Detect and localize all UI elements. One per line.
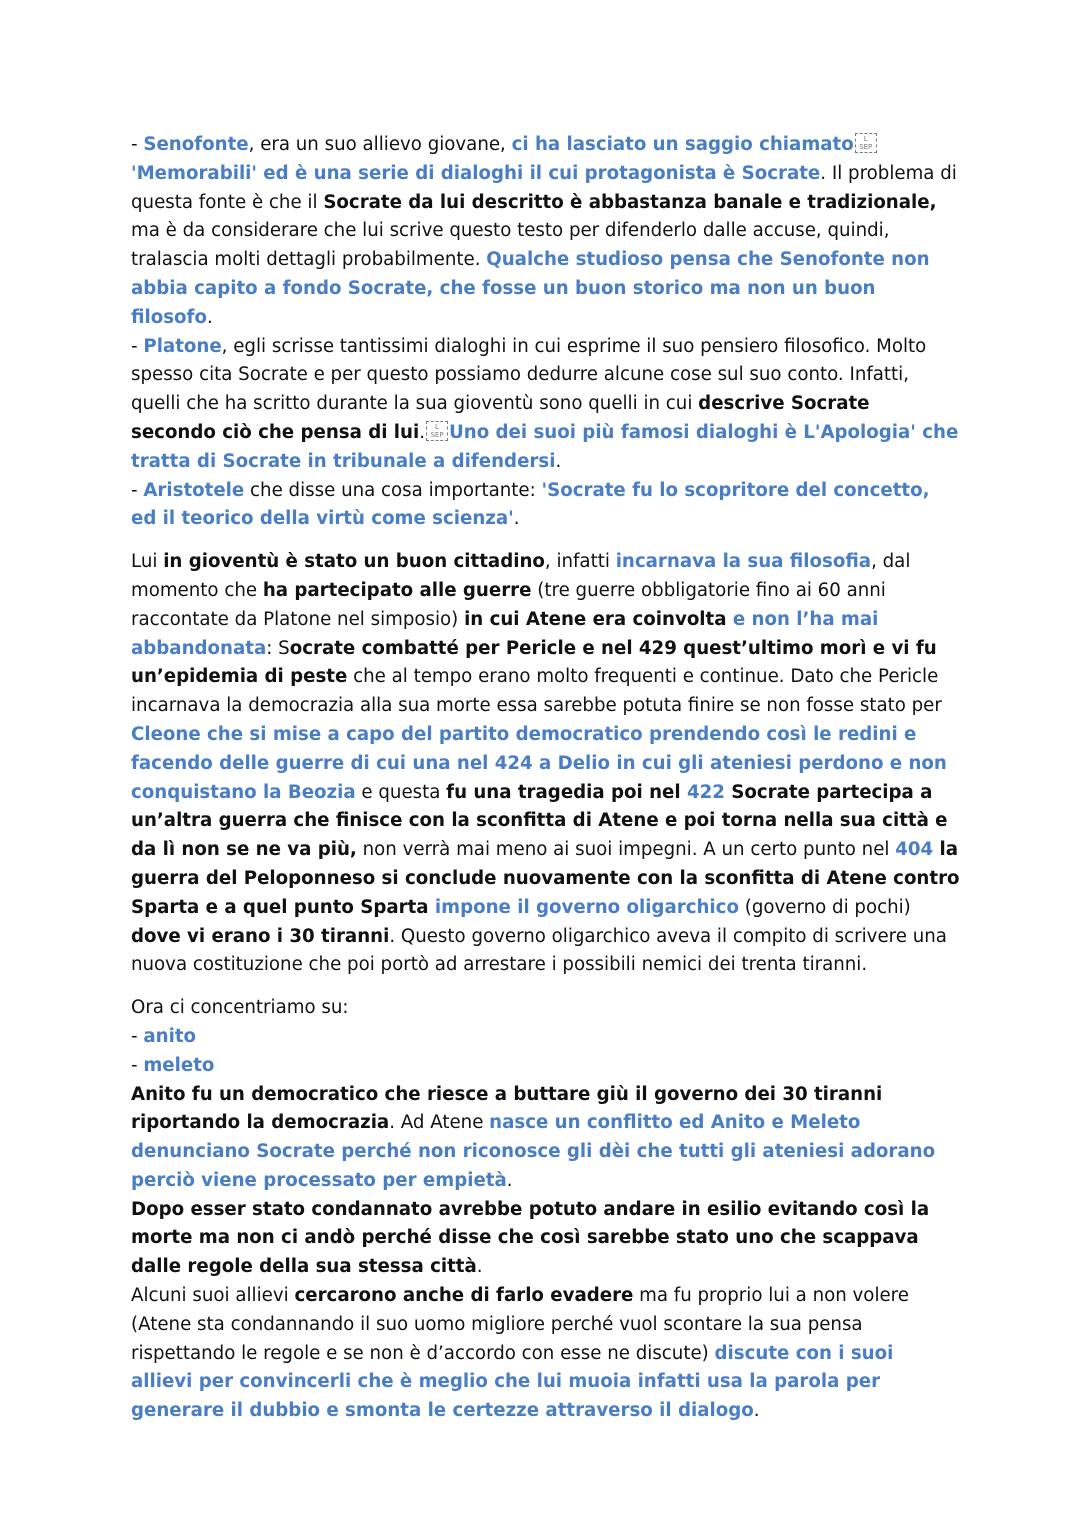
aristotele-paragraph — [131, 477, 960, 535]
allievi-paragraph — [131, 1282, 960, 1426]
senofonte-paragraph — [131, 131, 960, 333]
body-text: . Ad Atene — [389, 1112, 490, 1134]
gioventu-paragraph — [131, 548, 960, 980]
bold-text: fu una tragedia poi nel — [446, 781, 687, 803]
anito-paragraph — [131, 1081, 960, 1196]
body-text: , era un suo allievo giovane, — [248, 134, 512, 155]
body-text: : S — [266, 637, 290, 659]
body-text: - — [131, 134, 144, 155]
body-text: (tre guerre obbligatorie fino ai 60 anni raccontate da Platone nel simposio) — [131, 579, 886, 630]
highlighted-text: 'Memorabili' ed è una serie di dialoghi il cui protagonista è Socrate — [131, 162, 821, 184]
body-text: - — [131, 335, 144, 357]
bold-text: in gioventù è stato un buon cittadino — [163, 551, 545, 573]
platone-paragraph — [131, 333, 960, 477]
highlighted-text: Uno dei suoi più famosi dialoghi è L'Apologia' che tratta di Socrate in tribunale a difendersi — [131, 421, 959, 472]
focus-item-anito — [131, 1023, 960, 1052]
paragraph-gap — [131, 534, 960, 548]
bold-text: cercarono anche di farlo evadere — [294, 1285, 634, 1307]
highlighted-text: 404 — [895, 839, 934, 861]
bold-text: dove vi erano i 30 tiranni — [131, 925, 390, 947]
sep-glyph-top: L — [435, 422, 439, 431]
sep-glyph-bottom: SEP — [859, 143, 873, 151]
body-text: . — [419, 421, 425, 443]
highlighted-text: e non l’ha mai abbandonata — [131, 608, 879, 659]
bold-text: ha partecipato alle guerre — [262, 579, 532, 601]
bold-text: Socrate da lui descritto è abbastanza banale e tradizionale, — [323, 191, 937, 213]
bold-text: Socrate partecipa a un’altra guerra che finisce con la sconfitta di Atene e poi torna nella sua città e da lì non se ne va più, — [131, 781, 948, 861]
bold-text: ocrate combatté per Pericle e nel 429 quest’ultimo morì e vi fu un’epidemia di peste — [131, 637, 937, 688]
body-text: . — [513, 508, 520, 530]
highlighted-text: nasce un conflitto ed Anito e Meleto denunciano Socrate perché non riconosce gli dèi che tutti gli ateniesi adorano perciò viene processato per empietà — [131, 1112, 936, 1191]
body-text: - — [131, 1025, 144, 1047]
highlighted-text: Senofonte — [143, 134, 249, 155]
focus-intro — [131, 994, 960, 1023]
body-text: ma fu proprio lui a non volere (Atene sta condannando il suo uomo migliore perché vuol scontare la sua pensa rispettando le regole e se non è d’accordo con esse ne discute) — [131, 1285, 909, 1364]
body-text: Alcuni suoi allievi — [131, 1285, 295, 1307]
body-text: . — [206, 306, 213, 328]
highlighted-text: Qualche studioso pensa che Senofonte non abbia capito a fondo Socrate, che fosse un buon storico ma non un buon filosofo — [131, 249, 930, 328]
highlighted-text: meleto — [143, 1054, 215, 1076]
highlighted-text: 422 — [686, 781, 725, 803]
body-text: , infatti — [544, 551, 616, 573]
highlighted-text: discute con i suoi allievi per convincerli che è meglio che lui muoia infatti usa la parola per generare il dubbio e smonta le certezze attraverso il dialogo — [131, 1342, 894, 1422]
sep-glyph-bottom: SEP — [430, 430, 444, 439]
condanna-paragraph — [131, 1196, 960, 1282]
sep-glyph-top: L — [863, 135, 868, 143]
highlighted-text: Platone — [143, 335, 222, 357]
paragraph-gap — [131, 980, 960, 994]
highlighted-text: Cleone che si mise a capo del partito democratico prendendo così le redini e facendo delle guerre di cui una nel 424 a Delio in cui gli ateniesi perdono e non conquistano la Beozia — [131, 723, 947, 803]
body-text: (governo di pochi) — [738, 896, 911, 918]
highlighted-text: 'Socrate fu lo scopritore del concetto, ed il teorico della virtù come scienza' — [131, 479, 930, 530]
body-text: . — [476, 1256, 483, 1278]
body-text: . — [506, 1169, 513, 1191]
focus-item-meleto — [131, 1052, 960, 1081]
body-text: . — [753, 1400, 760, 1422]
body-text: ma è da considerare che lui scrive questo testo per difenderlo dalle accuse, quindi, tralascia molti dettagli probabilmente. — [131, 220, 890, 271]
body-text: - — [131, 479, 144, 501]
bold-text: in cui Atene era coinvolta — [464, 608, 727, 630]
body-text: . Il problema di questa fonte è che il — [131, 162, 957, 213]
body-text: . — [555, 450, 562, 472]
body-text: Ora ci concentriamo su: — [131, 997, 349, 1019]
body-text: che al tempo erano molto frequenti e continue. Dato che Pericle incarnava la democrazia alla sua morte essa sarebbe potuta finire se non fosse stato per — [131, 666, 942, 717]
body-text: Lui — [131, 551, 164, 573]
bold-text: Anito fu un democratico che riesce a buttare giù il governo dei 30 tiranni riportando la democrazia — [131, 1083, 883, 1134]
bold-text: la guerra del Peloponneso si conclude nuovamente con la sconfitta di Atene contro Sparta e a quel punto Sparta — [131, 839, 960, 918]
body-text: . Questo governo oligarchico aveva il compito di scrivere una nuova costituzione che poi portò ad arrestare i possibili nemici dei trenta tiranni. — [131, 925, 947, 976]
highlighted-text: incarnava la sua filosofia — [615, 551, 872, 573]
highlighted-text: Aristotele — [143, 479, 245, 501]
body-text: e questa — [355, 781, 447, 803]
bold-text: Dopo esser stato condannato avrebbe potuto andare in esilio evitando così la morte ma non ci andò perché disse che così sarebbe stato uno che scappava dalle regole della sua stessa città — [131, 1198, 930, 1278]
body-text: - — [131, 1054, 144, 1076]
highlighted-text: anito — [143, 1025, 197, 1047]
body-text: che disse una cosa importante: — [244, 479, 542, 501]
highlighted-text: impone il governo oligarchico — [434, 896, 739, 918]
line-separator-icon — [855, 133, 877, 153]
body-text: , dal momento che — [131, 551, 911, 601]
body-text: , egli scrisse tantissimi dialoghi in cui esprime il suo pensiero filosofico. Molto spesso cita Socrate e per questo possiamo dedurre alcune cose sul suo conto. Infatti, quelli che ha scritto durante la sua gioventù sono quelli in cui — [131, 335, 927, 415]
body-text: non verrà mai meno ai suoi impegni. A un certo punto nel — [356, 839, 896, 861]
bold-text: descrive Socrate secondo ciò che pensa di lui — [131, 393, 870, 443]
highlighted-text: ci ha lasciato un saggio chiamato — [511, 134, 854, 155]
line-separator-icon — [426, 421, 448, 441]
